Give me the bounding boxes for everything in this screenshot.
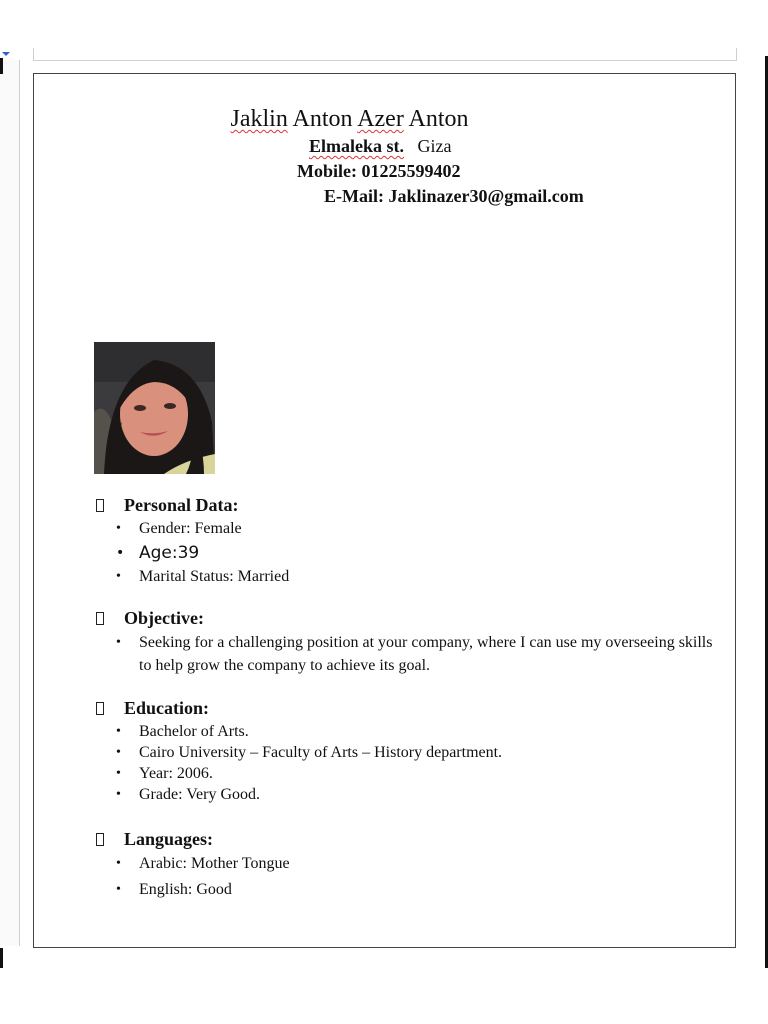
objective-list bbox=[96, 631, 719, 677]
list-item: • Year: 2006. bbox=[96, 763, 502, 784]
name-word: Anton bbox=[408, 106, 469, 132]
square-bullet-icon bbox=[96, 702, 104, 715]
section-education bbox=[96, 697, 502, 805]
candidate-name bbox=[0, 106, 735, 133]
list-item: • Seeking for a challenging position at your company, where I can use my overseeing skills to help grow the company to achieve its goal. bbox=[96, 631, 719, 677]
profile-photo bbox=[94, 342, 215, 474]
square-bullet-icon bbox=[96, 612, 104, 625]
languages-list bbox=[96, 852, 290, 904]
document-page bbox=[33, 73, 736, 948]
list-item: • Cairo University – Faculty of Arts – History department. bbox=[96, 742, 502, 763]
left-margin-panel bbox=[0, 60, 20, 946]
square-bullet-icon bbox=[96, 499, 104, 512]
left-edge-mark bbox=[0, 948, 3, 968]
portrait-image bbox=[94, 342, 215, 474]
section-header bbox=[96, 697, 502, 719]
name-word: Azer bbox=[357, 106, 404, 132]
section-title: Personal Data: bbox=[124, 494, 239, 515]
mobile-number: Mobile: 01225599402 bbox=[297, 161, 461, 181]
section-title: Education: bbox=[124, 697, 210, 718]
section-header bbox=[96, 607, 719, 629]
list-item: • Grade: Very Good. bbox=[96, 784, 502, 805]
address-street: Elmaleka st. bbox=[309, 136, 405, 156]
left-edge-mark bbox=[0, 58, 3, 74]
personal-data-list bbox=[96, 518, 289, 588]
section-title: Objective: bbox=[124, 607, 204, 628]
section-title: Languages: bbox=[124, 828, 214, 849]
section-objective bbox=[96, 607, 719, 677]
section-header bbox=[96, 494, 289, 516]
previous-page-edge bbox=[33, 48, 737, 61]
education-list bbox=[96, 721, 502, 805]
address-city: Giza bbox=[417, 136, 452, 156]
list-item: • Age:39 bbox=[96, 540, 289, 566]
square-bullet-icon bbox=[96, 833, 104, 846]
list-item: • English: Good bbox=[96, 876, 290, 904]
address-line bbox=[309, 136, 452, 157]
email-address: E-Mail: Jaklinazer30@gmail.com bbox=[324, 186, 584, 206]
name-word: Anton bbox=[292, 106, 353, 132]
name-word bbox=[230, 106, 468, 132]
section-personal-data bbox=[96, 494, 289, 588]
cv-header bbox=[34, 106, 735, 206]
section-header bbox=[96, 828, 290, 850]
name-word: Jaklin bbox=[230, 106, 288, 132]
list-item: • Bachelor of Arts. bbox=[96, 721, 502, 742]
list-item: • Gender: Female bbox=[96, 518, 289, 540]
list-item: • Marital Status: Married bbox=[96, 566, 289, 588]
section-languages bbox=[96, 828, 290, 904]
list-item: • Arabic: Mother Tongue bbox=[96, 852, 290, 876]
scroll-marker-icon bbox=[2, 52, 10, 56]
